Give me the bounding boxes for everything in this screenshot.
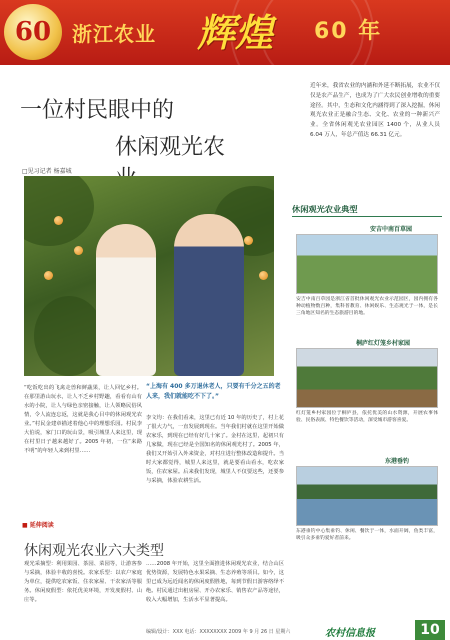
photo-person-left bbox=[96, 224, 156, 376]
header-title-years: 60 年 bbox=[314, 19, 383, 44]
article-intro: 近年来，我省农业的内涵和外延不断拓展，农业不仅仅是农产品生产，也成为了广大农民创业增收的重要途径。其中，生态和文化内涵得到了深入挖掘，休闲观光农业正是融合生态、文化、农业的一种新兴产业。全省休闲观光农业园区 1400 个，从业人员 6.04 万人，年总产值达 66.31 亿元。 bbox=[310, 83, 440, 138]
article-headline bbox=[20, 93, 240, 158]
sidebar-caption-1: 安吉中南百草园是浙江省首批休闲观光农业示范园区，园内拥有各种动植物数百种，集科普教育、休闲娱乐、生态观光于一体，是长三角地区知名的生态旅游目的地。 bbox=[296, 297, 438, 316]
photo-person-right bbox=[174, 214, 244, 376]
sidebar-item-label: 东港垂钓 bbox=[385, 458, 410, 465]
subsection-body: 观光采摘型：利用果园、茶园、菜园等，让游客参与采摘，体验丰收的喜悦。农家乐型：以农户家庭为单位，提供吃农家饭、住农家屋、干农家活等服务。休闲度假型：依托优美环境，开发度假村、山庄等。 bbox=[24, 561, 142, 603]
footer-date: 2009 年 9 月 26 日 星期六 bbox=[228, 629, 291, 635]
footer-editor: 编辑/设计：XXX 电话：XXXXXXXX bbox=[146, 629, 227, 635]
sidebar-caption-3: 东港垂钓中心集垂钓、休闲、餐饮于一体，水面开阔，鱼类丰富，吸引众多垂钓爱好者前来。 bbox=[296, 529, 438, 541]
pull-quote: “上海有 400 多万退休老人，只要有千分之五的老人来，我们就能吃不下了。” bbox=[146, 383, 281, 400]
header-title-part1: 浙江农业 bbox=[72, 22, 156, 46]
sidebar-rule bbox=[292, 216, 442, 217]
extended-reading-tag: ■ 延伸阅读 bbox=[22, 522, 54, 529]
emblem-number: 60 bbox=[14, 17, 52, 47]
sidebar-item-label: 桐庐红灯笼乡村家园 bbox=[356, 340, 411, 347]
sidebar-photo-2 bbox=[296, 348, 438, 408]
subsection-title: 休闲观光农业六大类型 bbox=[24, 543, 164, 559]
main-photo bbox=[24, 176, 274, 376]
sidebar-photo-3 bbox=[296, 466, 438, 526]
newspaper-name: 农村信息报 bbox=[325, 628, 375, 639]
page-header bbox=[0, 0, 450, 65]
footer-info bbox=[146, 628, 290, 635]
headline-line2: 休闲观光农 bbox=[115, 135, 226, 160]
headline-line1: 一位村民眼中的 bbox=[20, 98, 175, 123]
page-footer bbox=[0, 620, 450, 640]
article-column-3: ……2008 年开始，这里全面推进休闲观光农业，结合山区优势资源，发展特色水果采摘、生态养殖等项目。如今，这里已成为远近闻名的休闲度假胜地，每到节假日游客络绎不绝。村民通过出租房屋、开办农家乐、销售农产品等途径，收入大幅增加，生活水平显著提高。 bbox=[146, 561, 284, 603]
sidebar-caption-2: 红灯笼乡村家园位于桐庐县，依托优美的山水资源，开展农事体验、民俗表演、特色餐饮等活动，深受城市游客喜爱。 bbox=[296, 411, 438, 423]
sidebar-item-label: 安吉中南百草园 bbox=[370, 226, 413, 233]
anniversary-emblem bbox=[4, 4, 62, 60]
header-title-calligraphy: 辉煌 bbox=[197, 10, 274, 55]
sidebar-title: 休闲观光农业典型 bbox=[292, 204, 358, 214]
article-column-2: 李文均：在我们看来，这里已有近 10 年的历史了，村上花了很大力气，一直发展到现在。当年我们村就在这里开始做农家乐，到现在已经有好几十家了。金村在这里，起初只有几家做，现在已经是全国知名的休闲观光村了。2005 年，我们又开始引入外来资金，对村庄进行整体改造和提升。当时大家都觉得，城里人来这里，就是要看山看水，吃农家饭，住农家屋。后来我们发现，城里人不仅要这些，还要参与采摘，体验农耕生活。 bbox=[146, 415, 284, 484]
article-column-1: “吃饭吃出的飞禽走兽和鲜蔬果，让人回忆乡村。在那里游山玩水，让人不乏乡村野趣，看看有山有水的小院，让人与绿色亲密接触，让人领略民俗风情，令人流连忘返，这就是我心目中的休闲观光农业。”村民金建章描述着他心中的理想乐园。村民李大伯说，家门口的玩山景，吸引城里人来这里，现在村里日子越来越好了。2005 年初，一位“来路不明”的年轻人来到村里…… bbox=[24, 385, 142, 454]
article-byline: □见习记者 杨嘉城 bbox=[22, 168, 72, 175]
sidebar-photo-1 bbox=[296, 234, 438, 294]
page-number: 10 bbox=[415, 620, 445, 640]
